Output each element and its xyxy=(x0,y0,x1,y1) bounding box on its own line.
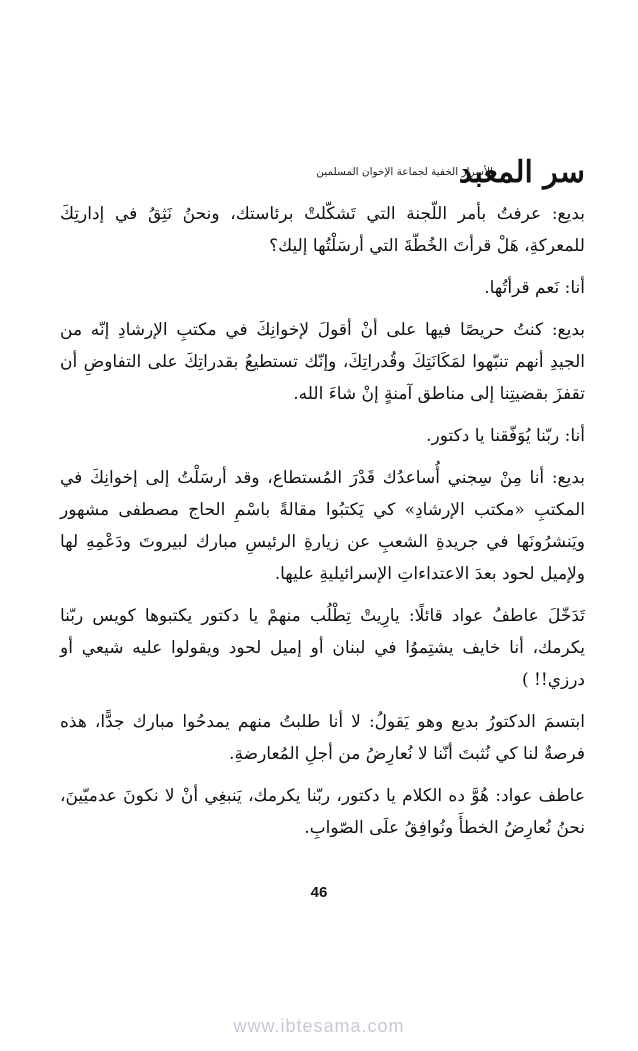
book-logo: سر المعبد xyxy=(458,155,585,190)
paragraph: أنا: ربّنا يُوَفّقنا يا دكتور. xyxy=(426,426,585,446)
paragraph: ابتسمَ الدكتورُ بديع وهو يَقولُ: لا أنا طلبتُ منهم يمدحُوا مبارك جدًّا، هذه فرصةٌ لنا كي نُثبتَ أنّنا لا نُعارِضُ من أجلِ المُعارضةِ. xyxy=(60,712,585,764)
paragraph: بديع: عرفتُ بأمر اللّجنة التي تَشكّلتْ برئاستك، ونحنُ نَثِقُ في إدارتِكَ للمعركةِ، هَلْ قرأتَ الخُطّةَ التي أرسَلْتُها إليك؟ xyxy=(60,204,585,256)
page-number: 46 xyxy=(310,884,328,901)
page-header xyxy=(60,150,585,200)
paragraph: تَدَخّلَ عاطفُ عواد قائلًا: يارِيتْ تِطْلُب منهمْ يا دكتور يكتبوها كويس ربّنا يكرمك، أنا خايف يشتِموُا في لبنان أو إميل لحود ويقولوا عليه شيعي أو درزي!! ) xyxy=(60,606,585,690)
watermark: www.ibtesama.com xyxy=(233,1016,405,1036)
paragraph: بديع: كنتُ حريصًا فيها على أنْ أقولَ لإخوانِكَ في مكتبِ الإرشادِ إنّه من الجيدِ أنهم تنبّهوا لمَكَانَتِكَ وقُدراتِكَ، وإنّك تستطيعُ بقدراتِكَ على التفاوضِ أن تقفزَ بقضيتِنا إلى مناطق آمنةٍ إنْ شاءَ الله. xyxy=(60,320,585,404)
paragraph: عاطف عواد: هُوَّ ده الكلام يا دكتور، ربّنا يكرمك، يَنبغِي أنْ لا نكونَ عدميّينَ، نحنُ نُعارِضُ الخطأَ ونُوافِقُ علَى الصّوابِ. xyxy=(60,786,585,838)
paragraph: بديع: أنا مِنْ سِجني أُساعدُك قَدْرَ المُستطاع، وقد أرسَلْتُ إلى إخوانِكَ في المكتبِ «مكتب الإرشادِ» كي يَكتبُوا مقالةً باسْمِ الحاج مصطفى مشهور ويَنشرُونَها في جريدةِ الشعبِ عن زيارةِ الرئيسِ مبارك لبيروتَ ودَعْمِهِ لها ولإميل لحود بعدَ الاعتداءاتِ الإسرائيليةِ عليها. xyxy=(60,468,585,584)
book-subtitle: الأسرار الخفية لجماعة الإخوان المسلمين xyxy=(316,166,493,178)
page-body xyxy=(60,198,585,854)
paragraph: أنا: نَعم قرأتُها. xyxy=(484,278,585,298)
